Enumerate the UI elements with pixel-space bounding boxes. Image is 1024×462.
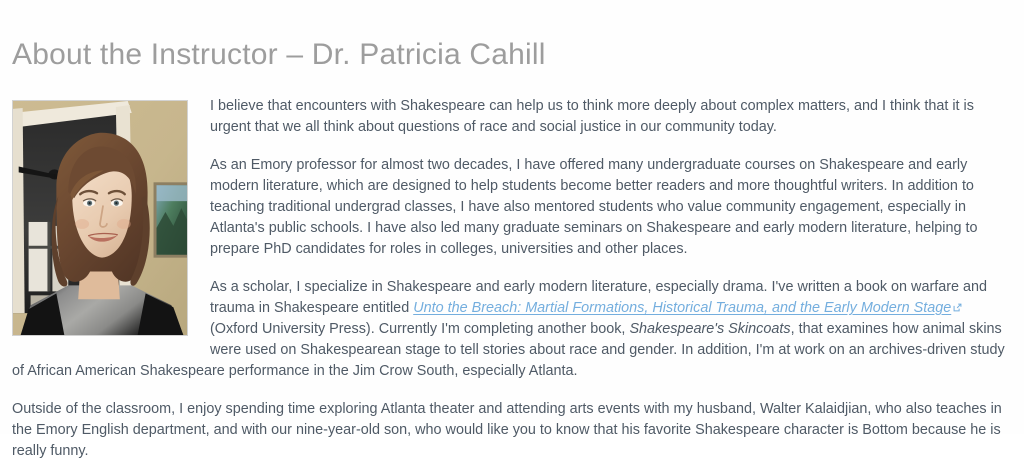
bio-paragraph-3-text-after-link: (Oxford University Press). Currently I'm completing another book, — [210, 321, 630, 337]
external-link-icon[interactable] — [953, 303, 962, 312]
bio-paragraph-2: As an Emory professor for almost two decades, I have offered many undergraduate courses on Shakespeare and early modern literature, which are designed to help students become better readers and more thoughtful writers. In addition to teaching traditional undergrad classes, I have also mentored students who value community engagement, especially in Atlanta's public schools. I have also led many graduate seminars on Shakespeare and early modern literature, helping to prepare PhD candidates for roles in colleges, universities and other places. — [210, 157, 978, 257]
page-title: About the Instructor – Dr. Patricia Cahill — [12, 38, 546, 72]
bio-paragraph-3-text-end: , that examines how animal skins were used on Shakespearean stage to tell stories about race and gender. In addition, I'm at work on an archives-driven study of African American Shakespeare performance in the Jim Crow South, especially Atlanta. — [12, 321, 1005, 379]
instructor-bio-content — [12, 96, 1012, 462]
bio-paragraph-4: Outside of the classroom, I enjoy spending time exploring Atlanta theater and attending arts events with my husband, Walter Kalaidjian, who also teaches in the Emory English department, and with our nine-year-old son, who would like you to know that his favorite Shakespeare character is Bottom because he is really funny. — [12, 401, 1002, 459]
instructor-portrait-photo — [12, 100, 188, 336]
bio-paragraph-3-text-before-link: As a scholar, I specialize in Shakespeare and early modern literature, especially drama. I've written a book on warfare and trauma in Shakespeare entitled — [210, 279, 988, 316]
skincoats-book-title: Shakespeare's Skincoats — [629, 321, 791, 337]
unto-the-breach-book-link[interactable]: Unto the Breach: Martial Formations, Historical Trauma, and the Early Modern Stage — [413, 300, 952, 316]
bio-paragraph-1: I believe that encounters with Shakespeare can help us to think more deeply about complex matters, and I think that it is urgent that we all think about questions of race and social justice in our community today. — [210, 98, 974, 135]
